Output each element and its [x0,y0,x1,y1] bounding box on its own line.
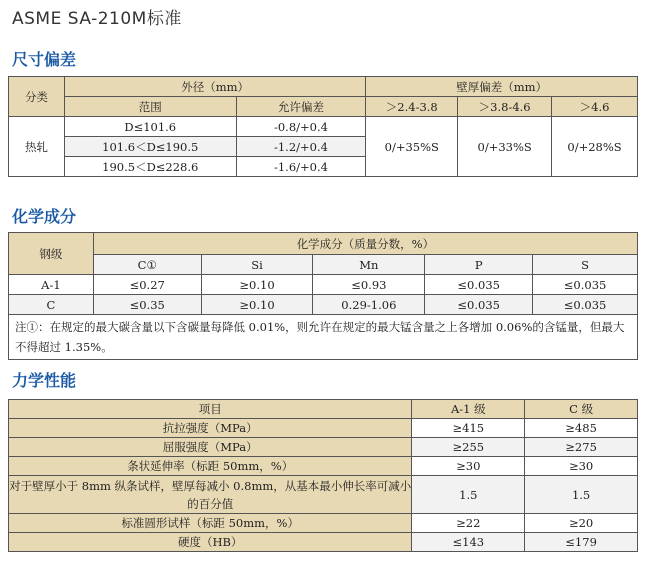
value-cell: ≥415 [412,419,525,438]
table-row [9,514,638,533]
header-tolerance: 允许偏差 [236,97,366,117]
header-range: 范围 [64,97,236,117]
document-title: ASME SA-210M标准 [12,9,182,29]
header-wall-range-1: ＞2.4-3.8 [366,97,458,117]
grade-cell: C [9,295,94,315]
item-cell: 条状延伸率（标距 50mm，%） [9,457,412,476]
wall-tol-1: 0/+35%S [366,117,458,177]
value-cell: ≤0.035 [425,295,533,315]
table-row [9,275,638,295]
tolerance-cell: -0.8/+0.4 [236,117,366,137]
item-cell: 硬度（HB） [9,533,412,552]
table-row [9,457,638,476]
header-element-mn: Mn [313,255,425,275]
header-wall-range-3: ＞4.6 [552,97,638,117]
value-cell: ≥0.10 [201,295,313,315]
value-cell: ≥255 [412,438,525,457]
value-cell: 0.29-1.06 [313,295,425,315]
footnote: 注①：在规定的最大碳含量以下含碳量每降低 0.01%，则允许在规定的最大锰含量之上各增加 0.06%的含锰量，但最大不得超过 1.35%。 [9,315,638,360]
header-composition: 化学成分（质量分数，%） [93,233,637,255]
category-cell: 热轧 [9,117,65,177]
item-cell: 屈服强度（MPa） [9,438,412,457]
value-cell: ≤0.035 [425,275,533,295]
header-element-si: Si [201,255,313,275]
value-cell: ≤0.035 [533,275,638,295]
header-grade-a1: A-1 级 [412,400,525,419]
section-title-chemical: 化学成分 [12,207,77,226]
header-outer-diameter: 外径（mm） [64,77,365,97]
tolerance-cell: -1.6/+0.4 [236,157,366,177]
table-row [9,533,638,552]
value-cell: ≥30 [525,457,638,476]
header-wall-thickness: 壁厚偏差（mm） [366,77,638,97]
mechanical-properties-table [8,399,638,552]
header-grade-c: C 级 [525,400,638,419]
range-cell: 190.5＜D≤228.6 [64,157,236,177]
section-title-dimensions: 尺寸偏差 [12,50,77,69]
header-wall-range-2: ＞3.8-4.6 [458,97,552,117]
table-row [9,295,638,315]
header-item: 项目 [9,400,412,419]
value-cell: ≤0.27 [93,275,201,295]
value-cell: ≤143 [412,533,525,552]
tolerance-cell: -1.2/+0.4 [236,137,366,157]
table-row [9,419,638,438]
dimension-tolerance-table [8,76,638,177]
table-row [9,438,638,457]
value-cell: ≤0.035 [533,295,638,315]
header-element-s: S [533,255,638,275]
table-row [9,476,638,514]
range-cell: D≤101.6 [64,117,236,137]
header-element-c: C① [93,255,201,275]
item-cell: 对于壁厚小于 8mm 纵条试样，壁厚每减小 0.8mm，从基本最小伸长率可减小的百分值 [9,476,412,514]
value-cell: ≥0.10 [201,275,313,295]
value-cell: ≥485 [525,419,638,438]
wall-tol-2: 0/+33%S [458,117,552,177]
grade-cell: A-1 [9,275,94,295]
range-cell: 101.6＜D≤190.5 [64,137,236,157]
header-element-p: P [425,255,533,275]
value-cell: ≤179 [525,533,638,552]
header-grade: 钢级 [9,233,94,275]
wall-tol-3: 0/+28%S [552,117,638,177]
value-cell: ≥30 [412,457,525,476]
value-cell: 1.5 [525,476,638,514]
section-title-mechanical: 力学性能 [12,371,77,390]
table-row [9,117,638,137]
value-cell: ≥20 [525,514,638,533]
item-cell: 标准圆形试样（标距 50mm，%） [9,514,412,533]
item-cell: 抗拉强度（MPa） [9,419,412,438]
value-cell: ≤0.35 [93,295,201,315]
value-cell: ≤0.93 [313,275,425,295]
chemical-composition-table [8,232,638,360]
value-cell: ≥275 [525,438,638,457]
value-cell: ≥22 [412,514,525,533]
value-cell: 1.5 [412,476,525,514]
header-category: 分类 [9,77,65,117]
